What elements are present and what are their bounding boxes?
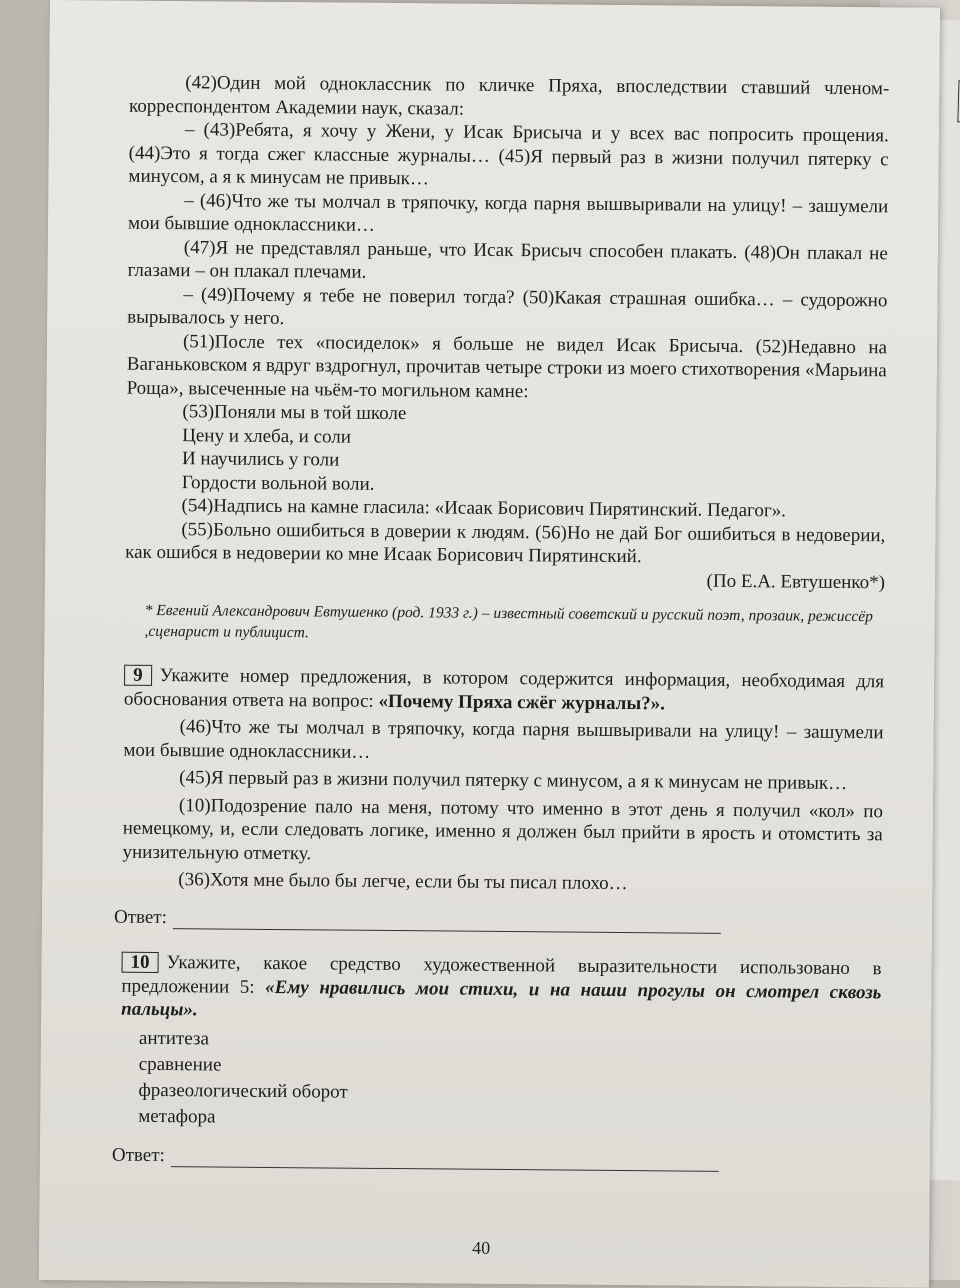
answer-option: (46)Что же ты молчал в тряпочку, когда парня вышвыривали на улицу! – зашумели мои бывшие одноклассники… [123,716,884,763]
book-page [39,0,940,1288]
answer-option: (45)Я первый раз в жизни получил пятерку с минусом, а я к минусам не привык… [179,767,848,794]
task-9-prompt [124,664,884,718]
answer-row [114,905,882,935]
task-prompt-text: Укажите номер предложения, в котором содержится информация, необходимая для обоснования ответа на вопрос: [123,664,885,712]
poem-line: Цену и хлеба, и соли [182,424,352,448]
answer-option: метафора [138,1105,216,1127]
answer-blank[interactable] [173,910,721,934]
footnote: * Евгений Александрович Евтушенко (род. 1933 г.) – известный советский и русский поэт, прозаик, режиссёр ,сценарист и публицист. [144,601,873,642]
passage-paragraph: – (49)Почему я тебе не поверил тогда? (50)Какая страшная ошибка… – судорожно вырывалось у него. [127,283,888,330]
task-number-box: 9 [124,665,152,686]
answer-label: Ответ: [113,906,167,928]
reading-passage [124,71,889,649]
task-9 [113,664,885,936]
passage-paragraph: (47)Я не представлял раньше, что Исак Брисыч способен плакать. (48)Он плакал не глазами – он плакал плечами. [127,236,888,283]
poem-line: (53)Поняли мы в той школе [182,401,407,425]
passage-paragraph: – (46)Что же ты молчал в тряпочку, когда парня вышвыривали на улицу! – зашумели мои бывшие одноклассники… [127,189,889,236]
answer-option: (36)Хотя мне было бы легче, если бы ты писал плохо… [178,869,628,895]
answer-option: антитеза [138,1027,210,1049]
answer-option: фразеологический оборот [138,1079,348,1103]
answer-blank[interactable] [171,1148,719,1172]
task-quote: «Ему нравились мои стихи, и на наши прогулы он смотрел сквозь пальцы». [121,976,882,1021]
answer-row [112,1143,880,1173]
task-prompt-text: Укажите, какое средство художественной выразительности использовано в предложении 5: [121,952,882,998]
passage-paragraph: (54)Надпись на камне гласила: «Исаак Борисович Пирятинский. Педагог». [181,495,787,522]
task-number-box: 10 [122,952,159,973]
answer-option: сравнение [138,1053,222,1076]
page-content [111,71,890,1174]
passage-paragraph: (55)Больно ошибиться в доверии к людям. (56)Но не дай Бог ошибиться в недоверии, как ошибся в недоверии ко мне Исаак Борисович Пирятинский. [125,518,886,568]
answer-option: (10)Подозрение пало на меня, потому что именно в этот день я получил «кол» по немецкому, и, если следовать логике, именно я должен был прийти в ярость и отомстить за унизительную отметку. [122,794,884,864]
passage-paragraph: (42)Один мой одноклассник по кличке Пряха, впоследствии ставший членом-корреспондентом Академии наук, сказал: [128,72,890,120]
answer-options-list [138,1025,881,1135]
task-question: «Почему Пряха сжёг журналы?». [378,690,666,714]
poem-quote [182,400,887,500]
attribution: (По Е.А. Евтушенко*) [706,570,886,593]
passage-paragraph: – (43)Ребята, я хочу у Жени, у Исак Брисыча и у всех вас попросить прощения. (44)Это я тогда сжег классные журналы… (45)Я первый раз в жизни получил пятерку с минусом, а я к минусам не привык… [128,119,889,190]
page-number: 40 [472,1237,491,1258]
poem-line: И научились у голи [181,448,340,471]
answer-label: Ответ: [111,1144,165,1166]
task-10-prompt [121,951,882,1028]
poem-line: Гордости вольной воли. [181,471,375,495]
task-10 [111,951,882,1174]
passage-paragraph: (51)После тех «посиделок» я больше не видел Исак Брисыча. (52)Недавно на Ваганьковском я вдруг вздрогнул, прочитав четыре строки из моего стихотворения «Марьина Роща», высеченные на чьём-то могильном камне: [126,330,888,402]
